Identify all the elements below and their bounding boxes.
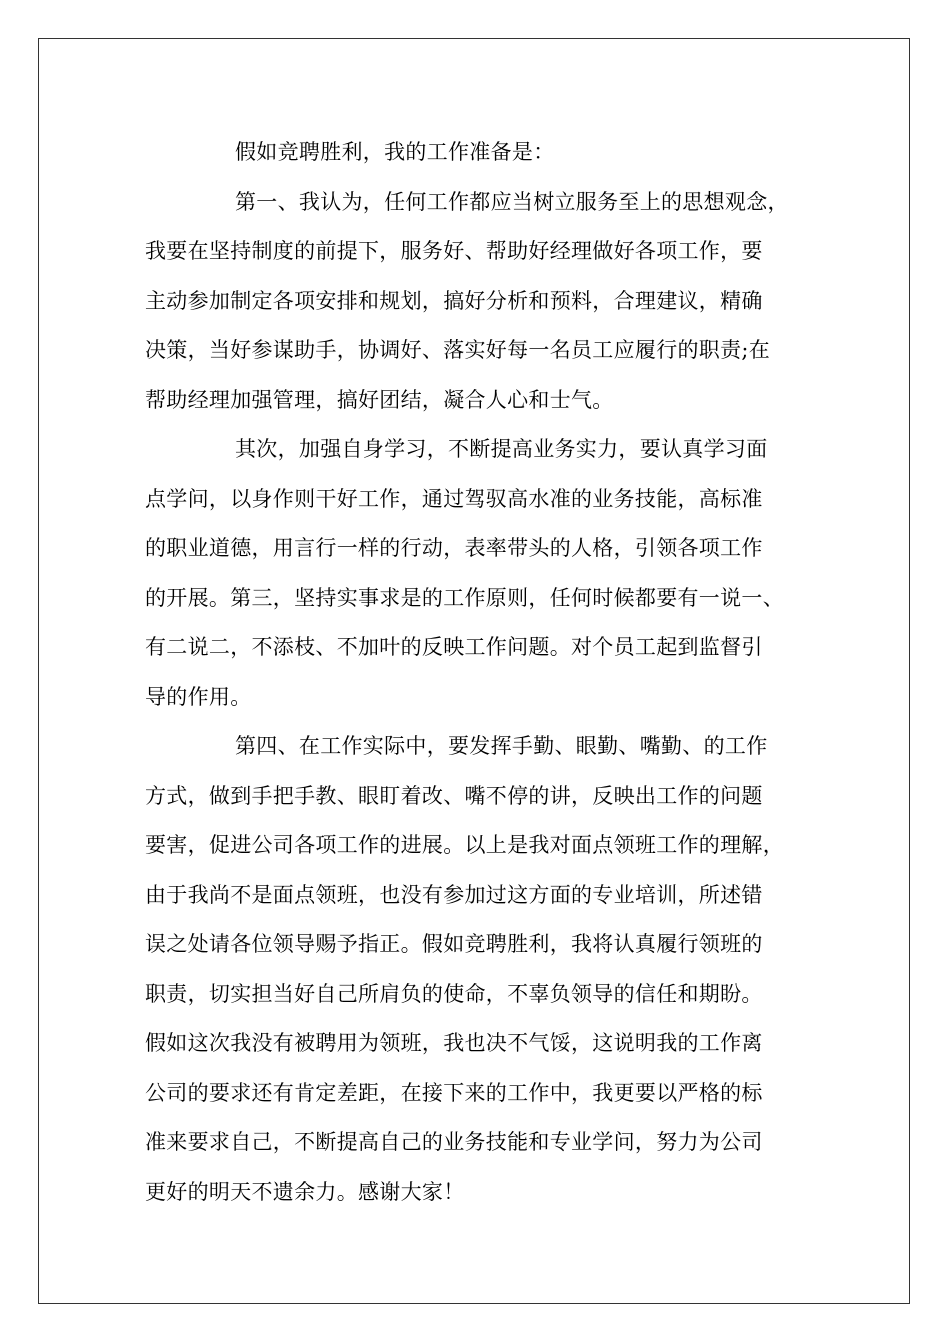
text-line: 第一、我认为，任何工作都应当树立服务至上的思想观念， (235, 189, 789, 214)
text-line: 有二说二，不添枝、不加叶的反映工作问题。对个员工起到监督引 (145, 635, 763, 659)
text-line: 导的作用。 (145, 684, 252, 709)
text-line: 决策，当好参谋助手，协调好、落实好每一名员工应履行的职责;在 (145, 338, 771, 362)
text-line: 方式，做到手把手教、眼盯着改、嘴不停的讲，反映出工作的问题 (145, 783, 763, 808)
text-line: 更好的明天不遗余力。感谢大家！ (145, 1179, 465, 1204)
document-body (145, 128, 825, 1217)
text-line: 误之处请各位领导赐予指正。假如竞聘胜利，我将认真履行领班的 (145, 932, 763, 956)
text-line: 假如这次我没有被聘用为领班，我也决不气馁，这说明我的工作离 (145, 1031, 763, 1055)
text-line: 第四、在工作实际中，要发挥手勤、眼勤、嘴勤、的工作 (235, 734, 768, 758)
text-line: 的职业道德，用言行一样的行动，表率带头的人格，引领各项工作 (145, 536, 763, 560)
text-line: 的开展。第三，坚持实事求是的工作原则，任何时候都要有一说一、 (145, 585, 784, 610)
text-line: 职责，切实担当好自己所肩负的使命，不辜负领导的信任和期盼。 (145, 981, 763, 1006)
text-line: 准来要求自己，不断提高自己的业务技能和专业学问，努力为公司 (145, 1130, 763, 1154)
text-line: 由于我尚不是面点领班，也没有参加过这方面的专业培训，所述错 (145, 882, 763, 907)
text-line: 假如竞聘胜利，我的工作准备是： (235, 140, 555, 164)
text-line: 主动参加制定各项安排和规划，搞好分析和预料，合理建议，精确 (145, 288, 763, 313)
text-line: 我要在坚持制度的前提下，服务好、帮助好经理做好各项工作，要 (145, 239, 763, 263)
text-line: 帮助经理加强管理，搞好团结，凝合人心和士气。 (145, 387, 614, 412)
text-line: 公司的要求还有肯定差距，在接下来的工作中，我更要以严格的标 (145, 1080, 763, 1105)
text-line: 要害，促进公司各项工作的进展。以上是我对面点领班工作的理解， (145, 833, 784, 857)
text-line: 其次，加强自身学习，不断提高业务实力，要认真学习面 (235, 437, 768, 461)
text-line: 点学问，以身作则干好工作，通过驾驭高水准的业务技能，高标准 (145, 486, 763, 511)
